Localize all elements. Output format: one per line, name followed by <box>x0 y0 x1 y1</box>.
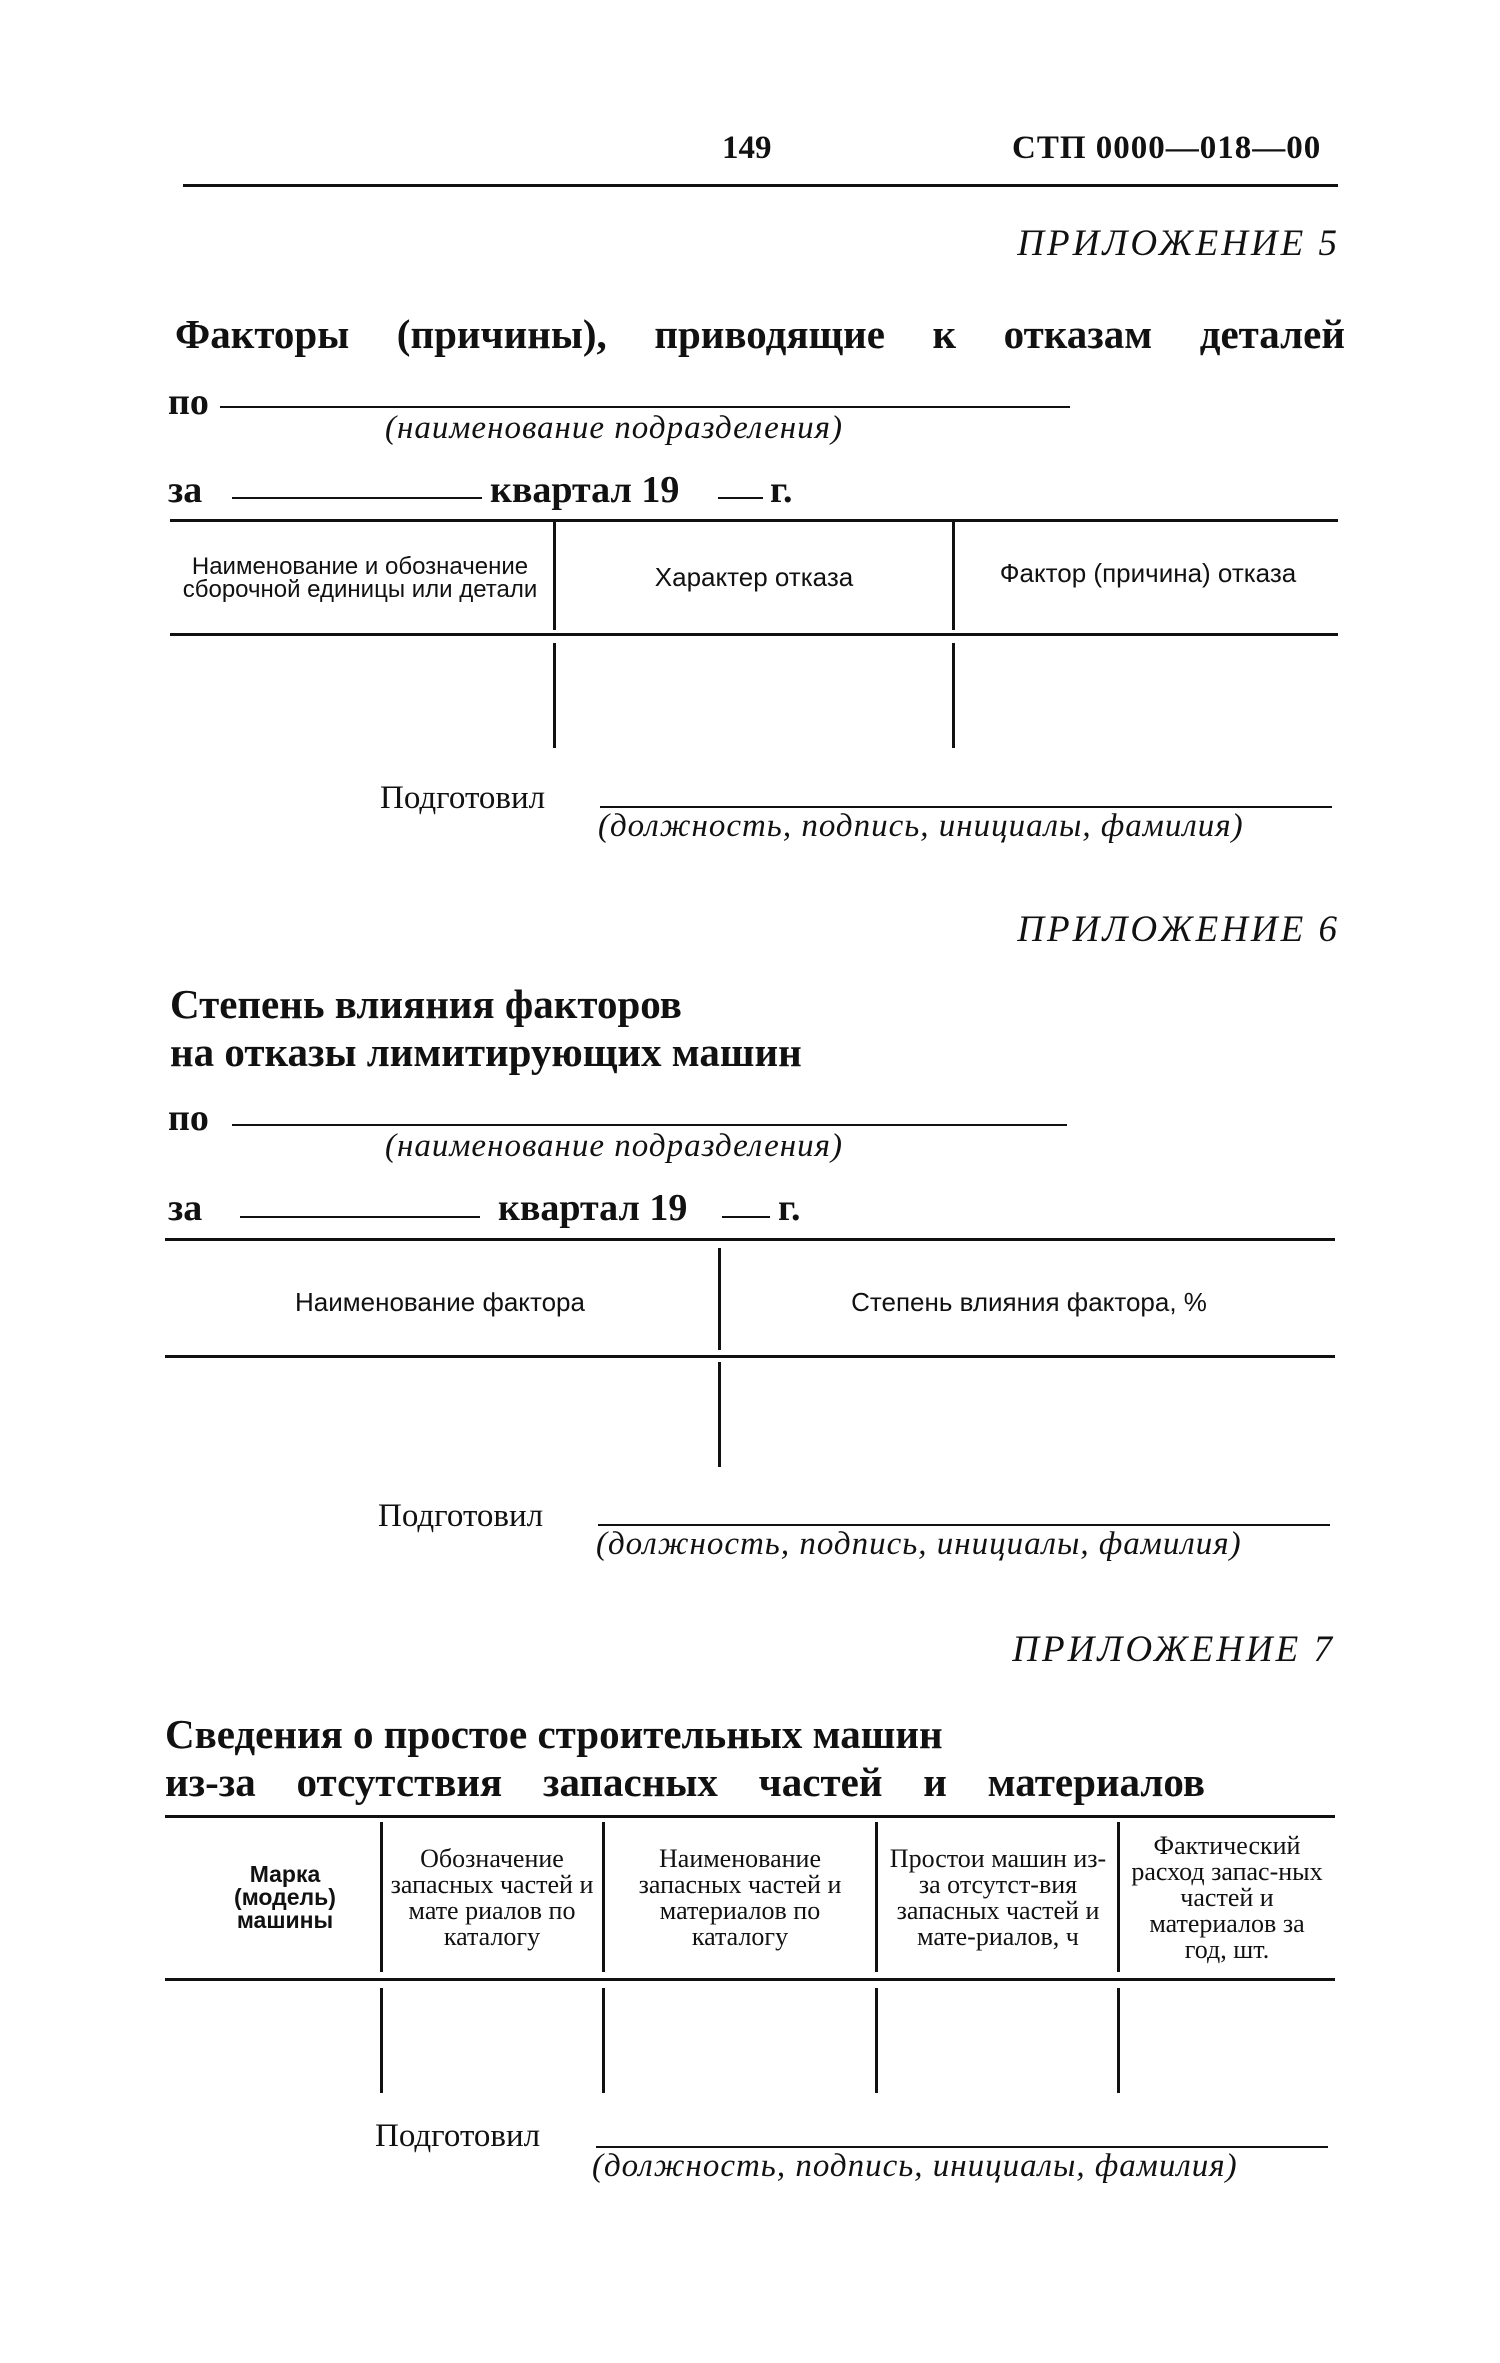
column-header: Обозначение запасных частей и мате риалов по каталогу <box>390 1843 594 1951</box>
year-line <box>718 497 763 499</box>
column-header: Фактический расход запас-ных частей и материалов за год, шт. <box>1131 1830 1323 1964</box>
appendix-7-label: ПРИЛОЖЕНИЕ 7 <box>1012 1629 1335 1670</box>
appendix-6-label: ПРИЛОЖЕНИЕ 6 <box>1017 909 1340 950</box>
appendix-5-title: Факторы (причины), приводящие к отказам деталей <box>175 311 1345 357</box>
po-label: по <box>168 381 209 423</box>
column-header: Фактор (причина) отказа <box>999 558 1297 588</box>
column-header: Наименование и обозначение сборочной единицы или детали <box>182 552 538 603</box>
appendix-6-title-line2: на отказы лимитирующих машин <box>170 1029 802 1075</box>
quarter-line <box>240 1216 480 1218</box>
appendix-7-title-line1: Сведения о простое строительных машин <box>165 1711 943 1757</box>
document-code: СТП 0000—018—00 <box>1012 130 1322 166</box>
quarter-line <box>232 497 482 499</box>
quarter-label: квартал 19 <box>490 469 680 511</box>
quarter-label: квартал 19 <box>498 1187 688 1229</box>
division-line <box>220 406 1070 408</box>
appendix-7-title-line2: из-за отсутствия запасных частей и материалов <box>165 1759 1205 1805</box>
prepared-by-label: Подготовил <box>380 780 546 816</box>
column-header: Степень влияния фактора, % <box>851 1286 1207 1317</box>
po-label: по <box>168 1097 209 1139</box>
appendix-6-title-line1: Степень влияния факторов <box>170 981 682 1027</box>
signature-hint: (должность, подпись, инициалы, фамилия) <box>596 1526 1242 1562</box>
signature-hint: (должность, подпись, инициалы, фамилия) <box>598 808 1244 844</box>
signature-hint: (должность, подпись, инициалы, фамилия) <box>592 2148 1238 2184</box>
prepared-by-label: Подготовил <box>378 1498 544 1534</box>
prepared-by-label: Подготовил <box>375 2118 541 2154</box>
year-suffix: г. <box>770 469 793 511</box>
year-line <box>722 1216 770 1218</box>
year-suffix: г. <box>778 1187 801 1229</box>
za-label: за <box>168 469 203 511</box>
division-hint: (наименование подразделения) <box>385 1128 843 1164</box>
division-hint: (наименование подразделения) <box>385 410 843 446</box>
header-rule <box>183 184 1338 187</box>
appendix-5-label: ПРИЛОЖЕНИЕ 5 <box>1017 223 1340 264</box>
column-header: Наименование запасных частей и материалов по каталогу <box>638 1843 842 1951</box>
column-header: Марка (модель) машины <box>234 1861 336 1933</box>
page-number: 149 <box>722 130 772 166</box>
division-line <box>232 1124 1067 1126</box>
column-header: Простои машин из-за отсутст-вия запасных частей и мате-риалов, ч <box>889 1843 1107 1951</box>
column-header: Характер отказа <box>654 562 854 592</box>
column-header: Наименование фактора <box>295 1286 585 1317</box>
za-label: за <box>168 1187 203 1229</box>
